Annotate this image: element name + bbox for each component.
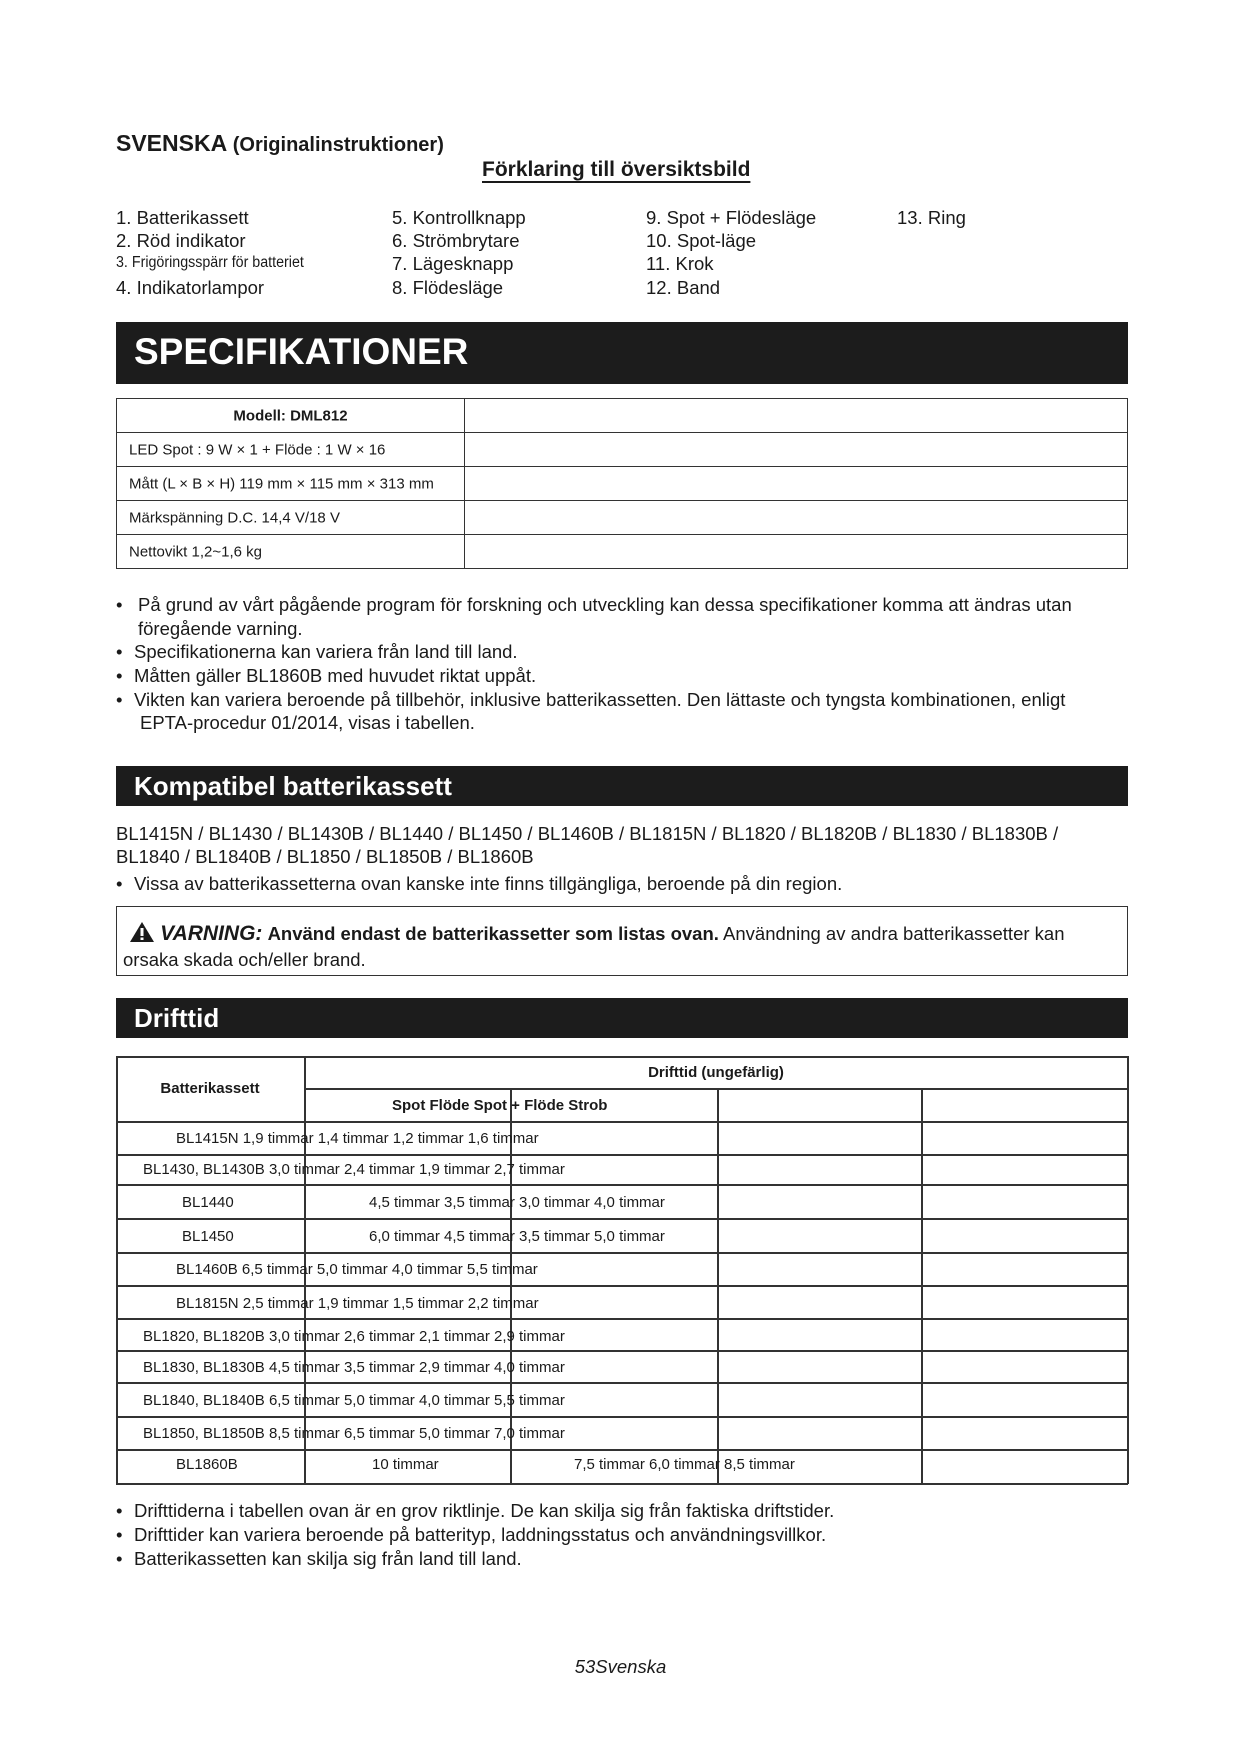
specs-banner [116, 322, 1128, 384]
spec-empty-cell [465, 433, 1128, 467]
table-row [117, 467, 1128, 501]
spec-value: Nettovikt 1,2~1,6 kg [129, 543, 262, 560]
runtime-row: BL1430, BL1430B 3,0 timmar 2,4 timmar 1,9 timmar 2,7 timmar [143, 1161, 565, 1178]
warning-bold-text: Använd endast de batterikassetter som listas ovan. [267, 923, 719, 944]
spec-empty-cell [465, 535, 1128, 569]
table-row [117, 535, 1128, 569]
table-rule [116, 1252, 1128, 1254]
runtime-row: BL1830, BL1830B 4,5 timmar 3,5 timmar 2,9 timmar 4,0 timmar [143, 1359, 565, 1376]
runtime-row: BL1450 [182, 1228, 234, 1245]
spec-note-text: Specifikationerna kan variera från land till land. [134, 641, 518, 662]
battery-list-line: BL1415N / BL1430 / BL1430B / BL1440 / BL1450 / BL1460B / BL1815N / BL1820 / BL1820B / BL1830 / BL1830B / [116, 823, 1059, 844]
warning-label: VARNING: [160, 922, 263, 945]
language-name: SVENSKA [116, 130, 227, 156]
language-title [116, 130, 444, 157]
spec-model-label: Modell: DML812 [233, 407, 348, 424]
table-rule [304, 1088, 1128, 1090]
spec-table [116, 398, 1128, 569]
table-row [117, 399, 1128, 433]
runtime-note-text: Batterikassetten kan skilja sig från land till land. [134, 1548, 522, 1569]
legend-item: 8. Flödesläge [392, 277, 504, 298]
runtime-note-text: Drifttiderna i tabellen ovan är en grov riktlinje. De kan skilja sig från faktiska driftstider. [134, 1500, 835, 1521]
legend-item: 7. Lägesknapp [392, 253, 514, 274]
runtime-row: BL1440 [182, 1194, 234, 1211]
table-rule [116, 1121, 1128, 1123]
specs-heading: SPECIFIKATIONER [134, 331, 469, 372]
warning-box [116, 906, 1128, 976]
spec-model-cell [117, 399, 465, 433]
warning-line [129, 921, 1064, 946]
spec-cell [117, 535, 465, 569]
warning-text: Användning av andra batterikassetter kan [723, 923, 1065, 944]
legend-title: Förklaring till översiktsbild [482, 158, 751, 181]
runtime-subheader: Spot Flöde Spot + Flöde Strob [392, 1097, 608, 1114]
runtime-table [116, 1056, 1128, 1484]
runtime-row: BL1460B 6,5 timmar 5,0 timmar 4,0 timmar 5,5 timmar [176, 1261, 538, 1278]
warning-triangle-icon [129, 921, 155, 943]
legend-item: 5. Kontrollknapp [392, 207, 526, 228]
runtime-row: BL1850, BL1850B 8,5 timmar 6,5 timmar 5,0 timmar 7,0 timmar [143, 1425, 565, 1442]
table-rule [116, 1184, 1128, 1186]
legend-item: 2. Röd indikator [116, 230, 246, 251]
runtime-heading: Drifttid [134, 1003, 220, 1033]
battery-banner [116, 766, 1128, 806]
table-rule [116, 1449, 1128, 1451]
table-row [117, 433, 1128, 467]
legend-item: 3. Frigöringsspärr för batteriet [116, 254, 304, 271]
spec-value: LED Spot : 9 W × 1 + Flöde : 1 W × 16 [129, 441, 386, 458]
runtime-banner [116, 998, 1128, 1038]
legend-item: 4. Indikatorlampor [116, 277, 265, 298]
runtime-row: BL1840, BL1840B 6,5 timmar 5,0 timmar 4,0 timmar 5,5 timmar [143, 1392, 565, 1409]
table-row [117, 501, 1128, 535]
language-subtitle: (Originalinstruktioner) [232, 134, 444, 156]
spec-cell [117, 501, 465, 535]
runtime-row-values: 10 timmar [372, 1456, 439, 1473]
legend-item: 1. Batterikassett [116, 207, 249, 228]
runtime-row-values: 6,0 timmar 4,5 timmar 3,5 timmar 5,0 timmar [369, 1228, 665, 1245]
legend-item: 13. Ring [897, 207, 966, 228]
table-rule [116, 1056, 1128, 1058]
legend-item: 9. Spot + Flödesläge [646, 207, 817, 228]
spec-note-text: Vikten kan variera beroende på tillbehör, inklusive batterikassetten. Den lättaste och tyngsta kombinationen, enligt [134, 689, 1066, 710]
battery-list-line: BL1840 / BL1840B / BL1850 / BL1850B / BL1860B [116, 846, 534, 867]
spec-note-text: Måtten gäller BL1860B med huvudet riktat uppåt. [134, 665, 537, 686]
spec-cell [117, 433, 465, 467]
warning-line-2: orsaka skada och/eller brand. [123, 949, 366, 970]
spec-value: Märkspänning D.C. 14,4 V/18 V [129, 509, 340, 526]
runtime-row: BL1860B [176, 1456, 238, 1473]
spec-empty-cell [465, 467, 1128, 501]
runtime-col-runtime: Drifttid (ungefärlig) [648, 1064, 784, 1081]
legend-item: 6. Strömbrytare [392, 230, 520, 251]
spec-note-continuation: föregående varning. [138, 618, 303, 639]
legend-item: 11. Krok [646, 253, 714, 274]
spec-note-text: På grund av vårt pågående program för forskning och utveckling kan dessa specifikationer komma att ändras utan [138, 594, 1072, 615]
runtime-col-battery: Batterikassett [160, 1080, 260, 1097]
battery-note-text: Vissa av batterikassetterna ovan kanske inte finns tillgängliga, beroende på din region. [134, 873, 843, 894]
legend-item: 10. Spot-läge [646, 230, 757, 251]
legend-item: 12. Band [646, 277, 721, 298]
spec-note-continuation: EPTA-procedur 01/2014, visas i tabellen. [140, 712, 475, 733]
runtime-row-values: 4,5 timmar 3,5 timmar 3,0 timmar 4,0 timmar [369, 1194, 665, 1211]
spec-empty-cell [465, 501, 1128, 535]
runtime-row-values: 7,5 timmar 6,0 timmar 8,5 timmar [574, 1456, 795, 1473]
runtime-note-text: Drifttider kan variera beroende på batterityp, laddningsstatus och användningsvillkor. [134, 1524, 827, 1545]
table-rule [116, 1218, 1128, 1220]
runtime-row: BL1820, BL1820B 3,0 timmar 2,6 timmar 2,1 timmar 2,9 timmar [143, 1328, 565, 1345]
spec-empty-cell [465, 399, 1128, 433]
runtime-row: BL1815N 2,5 timmar 1,9 timmar 1,5 timmar 2,2 timmar [176, 1295, 539, 1312]
page-footer: 53Svenska [574, 1656, 667, 1677]
battery-heading: Kompatibel batterikassett [134, 771, 452, 801]
runtime-row: BL1415N 1,9 timmar 1,4 timmar 1,2 timmar 1,6 timmar [176, 1130, 539, 1147]
table-rule [116, 1382, 1128, 1384]
spec-value: Mått (L × B × H) 119 mm × 115 mm × 313 mm [129, 475, 434, 492]
table-rule [116, 1154, 1128, 1156]
table-rule [116, 1318, 1128, 1320]
table-rule [116, 1350, 1128, 1352]
table-rule [116, 1483, 1128, 1485]
table-rule [116, 1285, 1128, 1287]
table-rule [116, 1416, 1128, 1418]
spec-cell [117, 467, 465, 501]
